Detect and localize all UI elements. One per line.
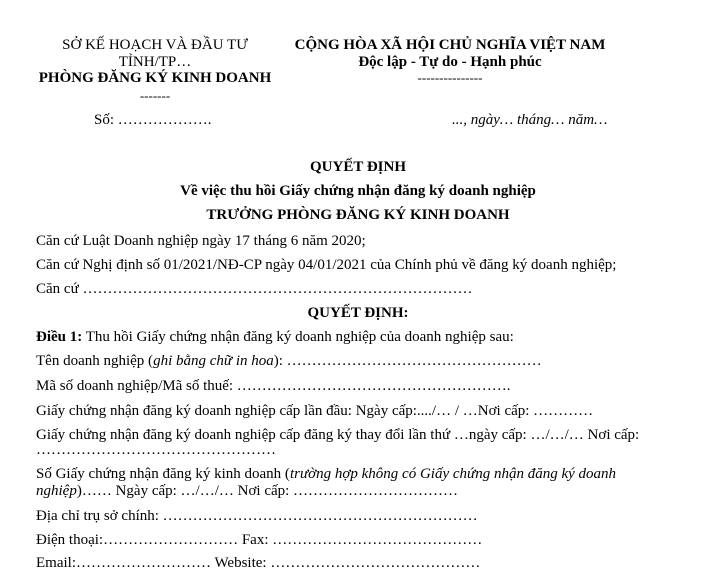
company-name-dots: ): …………………………………………… [273, 353, 542, 369]
document-number [94, 111, 212, 129]
national-motto: Độc lập - Tự do - Hạnh phúc [358, 54, 542, 70]
email-website-field: Email:……………………… Website: …………………………………… [36, 555, 481, 571]
article-1-text: Thu hồi Giấy chứng nhận đăng ký doanh nghiệp của doanh nghiệp sau: [82, 329, 514, 345]
business-license-hint: trường hợp không có Giấy chứng nhận đăng ký doanh [289, 466, 617, 482]
first-issue-field: Giấy chứng nhận đăng ký doanh nghiệp cấp lần đầu: Ngày cấp:..../… / …Nơi cấp: ………… [36, 403, 594, 419]
document-heading: QUYẾT ĐỊNH [310, 159, 406, 175]
company-name-label: Tên doanh nghiệp ( [36, 353, 154, 369]
office-name: PHÒNG ĐĂNG KÝ KINH DOANH [38, 70, 272, 86]
article-1-label: Điều 1: [36, 329, 83, 345]
document-subject: Về việc thu hồi Giấy chứng nhận đăng ký doanh nghiệp [180, 183, 536, 199]
phone-fax-field: Điện thoại:……………………… Fax: …………………………………… [36, 532, 483, 548]
legal-basis-3: Căn cứ …………………………………………………………………… [36, 281, 473, 297]
company-code-field: Mã số doanh nghiệp/Mã số thuế: ………………………………………………. [36, 378, 511, 394]
headquarters-address-field: Địa chỉ trụ sở chính: ……………………………………………………… [36, 508, 478, 524]
issue-date: ..., ngày… tháng… năm… [452, 112, 608, 128]
right-divider: --------------- [417, 70, 483, 85]
company-name-field [36, 352, 542, 370]
province-name: TỈNH/TP… [118, 54, 192, 70]
article-1 [36, 328, 514, 346]
change-issue-field: Giấy chứng nhận đăng ký doanh nghiệp cấp đăng ký thay đổi lần thứ …ngày cấp: …/…/… Nơi cấp: [36, 427, 640, 443]
document-number-dots: ………………. [117, 112, 212, 128]
issuing-authority: TRƯỞNG PHÒNG ĐĂNG KÝ KINH DOANH [206, 207, 510, 223]
country-name: CỘNG HÒA XÃ HỘI CHỦ NGHĨA VIỆT NAM [294, 37, 606, 53]
business-license-dots: )…… Ngày cấp: …/…/… Nơi cấp: …………………………… [76, 483, 459, 499]
business-license-hint-end: nghiệp [36, 483, 77, 499]
legal-basis-1: Căn cứ Luật Doanh nghiệp ngày 17 tháng 6 năm 2020; [36, 233, 366, 249]
left-divider: ------- [139, 88, 171, 103]
decision-heading: QUYẾT ĐỊNH: [307, 305, 409, 321]
business-license-field-line2 [36, 482, 458, 500]
business-license-label: Số Giấy chứng nhận đăng ký kinh doanh ( [36, 466, 290, 482]
company-name-hint: ghi bằng chữ in hoa [153, 353, 274, 369]
document-number-label: Số: [94, 112, 115, 128]
business-license-field-line1 [36, 465, 616, 483]
department-name: SỞ KẾ HOẠCH VÀ ĐẦU TƯ [62, 37, 248, 53]
change-issue-dots: ………………………………………… [36, 442, 276, 458]
legal-basis-2: Căn cứ Nghị định số 01/2021/NĐ-CP ngày 04/01/2021 của Chính phủ về đăng ký doanh nghiệp; [36, 257, 617, 273]
